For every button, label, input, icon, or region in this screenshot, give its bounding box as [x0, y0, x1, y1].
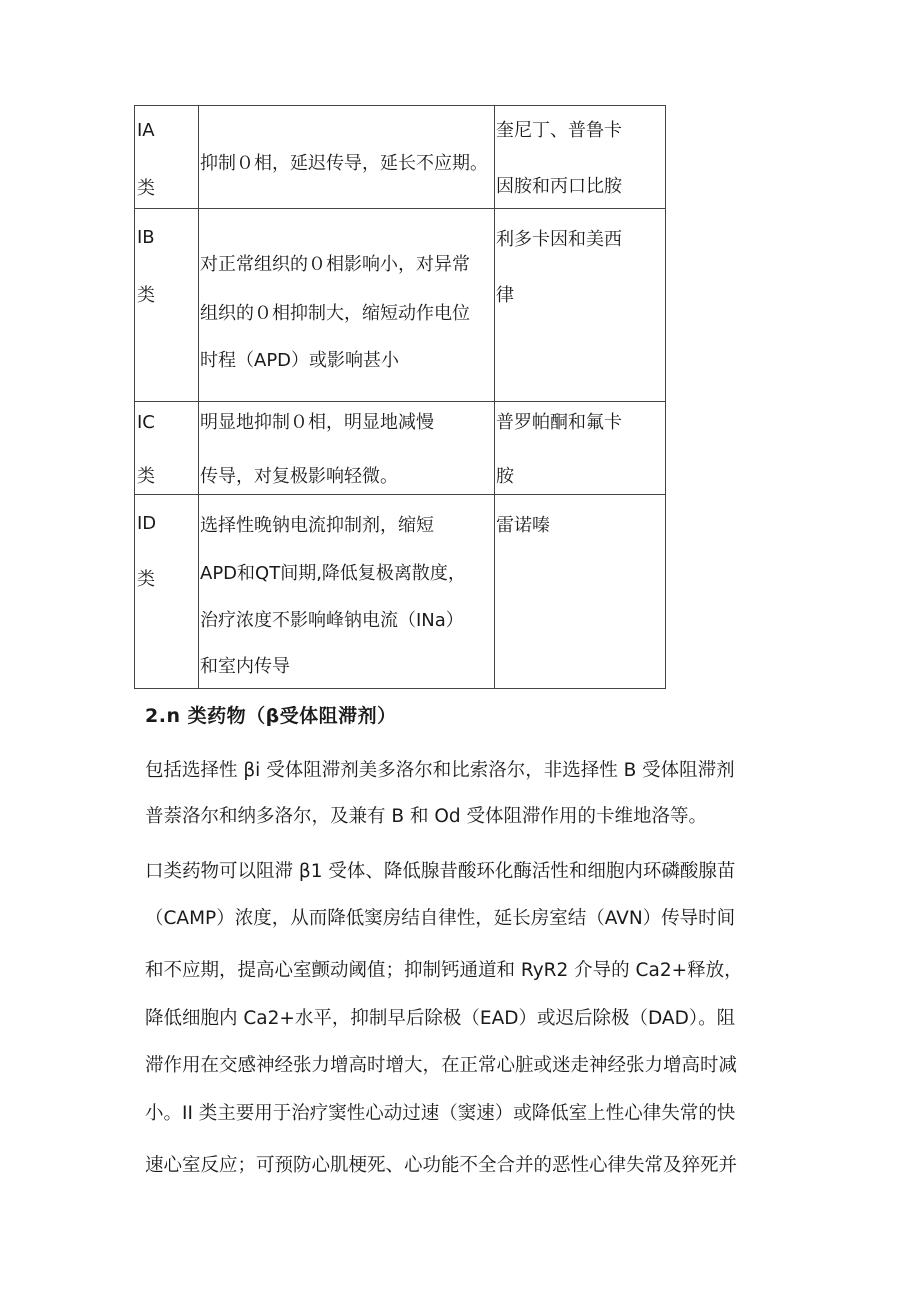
- effect-cell: [199, 106, 495, 209]
- paragraph-line: 普萘洛尔和纳多洛尔，及兼有 B 和 Od 受体阻滞作用的卡维地洛等。: [145, 806, 708, 827]
- class-code: IA: [137, 120, 155, 141]
- paragraph-line: 和不应期，提高心室颤动阈值；抑制钙通道和 RyR2 介导的 Ca2+释放，: [145, 960, 743, 981]
- effect-line: 抑制０相，延迟传导，延长不应期。: [200, 153, 488, 174]
- class-suffix: 类: [137, 178, 155, 199]
- drugs-line: 雷诺嗪: [496, 515, 550, 536]
- drugs-line: 因胺和丙口比胺: [496, 176, 622, 197]
- table-row: [135, 495, 666, 689]
- table-row: [135, 106, 666, 209]
- antiarrhythmic-class-table: [134, 105, 666, 689]
- drugs-line: 胺: [496, 466, 514, 487]
- effect-line: 组织的０相抑制大，缩短动作电位: [200, 303, 470, 324]
- drugs-cell: [495, 495, 666, 689]
- paragraph-line: 滞作用在交感神经张力增高时增大，在正常心脏或迷走神经张力增高时减: [145, 1055, 738, 1076]
- class-code: IC: [137, 412, 155, 433]
- table-row: [135, 402, 666, 495]
- drugs-line: 奎尼丁、普鲁卡: [496, 120, 622, 141]
- class-cell: [135, 106, 199, 209]
- class-suffix: 类: [137, 466, 155, 487]
- effect-cell: [199, 495, 495, 689]
- paragraph-line: 降低细胞内 Ca2+水平，抑制早后除极（EAD）或迟后除极（DAD）。阻: [145, 1008, 736, 1029]
- paragraph-line: 包括选择性 βi 受体阻滞剂美多洛尔和比索洛尔，非选择性 B 受体阻滞剂: [145, 760, 735, 781]
- effect-line: 治疗浓度不影响峰钠电流（INa）: [200, 610, 464, 631]
- class-code: ID: [137, 513, 157, 534]
- effect-line: 明显地抑制０相，明显地减慢: [200, 412, 434, 433]
- class-code: IB: [137, 227, 155, 248]
- effect-cell: [199, 402, 495, 495]
- table-row: [135, 209, 666, 402]
- paragraph-line: 小。II 类主要用于治疗窦性心动过速（窦速）或降低室上性心律失常的快: [145, 1103, 736, 1124]
- drugs-line: 利多卡因和美西: [496, 229, 622, 250]
- drugs-line: 律: [496, 285, 514, 306]
- paragraph-line: 速心室反应；可预防心肌梗死、心功能不全合并的恶性心律失常及猝死并: [145, 1155, 738, 1176]
- drugs-cell: [495, 209, 666, 402]
- effect-line: APD和QT间期,降低复极离散度，: [200, 563, 466, 584]
- class-suffix: 类: [137, 285, 155, 306]
- drugs-cell: [495, 106, 666, 209]
- effect-line: 和室内传导: [200, 656, 290, 677]
- class-cell: [135, 495, 199, 689]
- effect-line: 选择性晚钠电流抑制剂，缩短: [200, 515, 434, 536]
- effect-line: 对正常组织的０相影响小，对异常: [200, 254, 470, 275]
- class-suffix: 类: [137, 569, 155, 590]
- paragraph-line: （CAMP）浓度，从而降低窦房结自律性，延长房室结（AVN）传导时间: [145, 908, 736, 929]
- paragraph-line: 口类药物可以阻滞 β1 受体、降低腺昔酸环化酶活性和细胞内环磷酸腺苗: [145, 861, 736, 882]
- drugs-line: 普罗帕酮和氟卡: [496, 412, 622, 433]
- effect-line: 时程（APD）或影响甚小: [200, 350, 400, 371]
- drugs-cell: [495, 402, 666, 495]
- section-heading: 2.n 类药物（β受体阻滞剂）: [145, 705, 397, 727]
- class-cell: [135, 209, 199, 402]
- effect-line: 传导，对复极影响轻微。: [200, 466, 398, 487]
- class-cell: [135, 402, 199, 495]
- effect-cell: [199, 209, 495, 402]
